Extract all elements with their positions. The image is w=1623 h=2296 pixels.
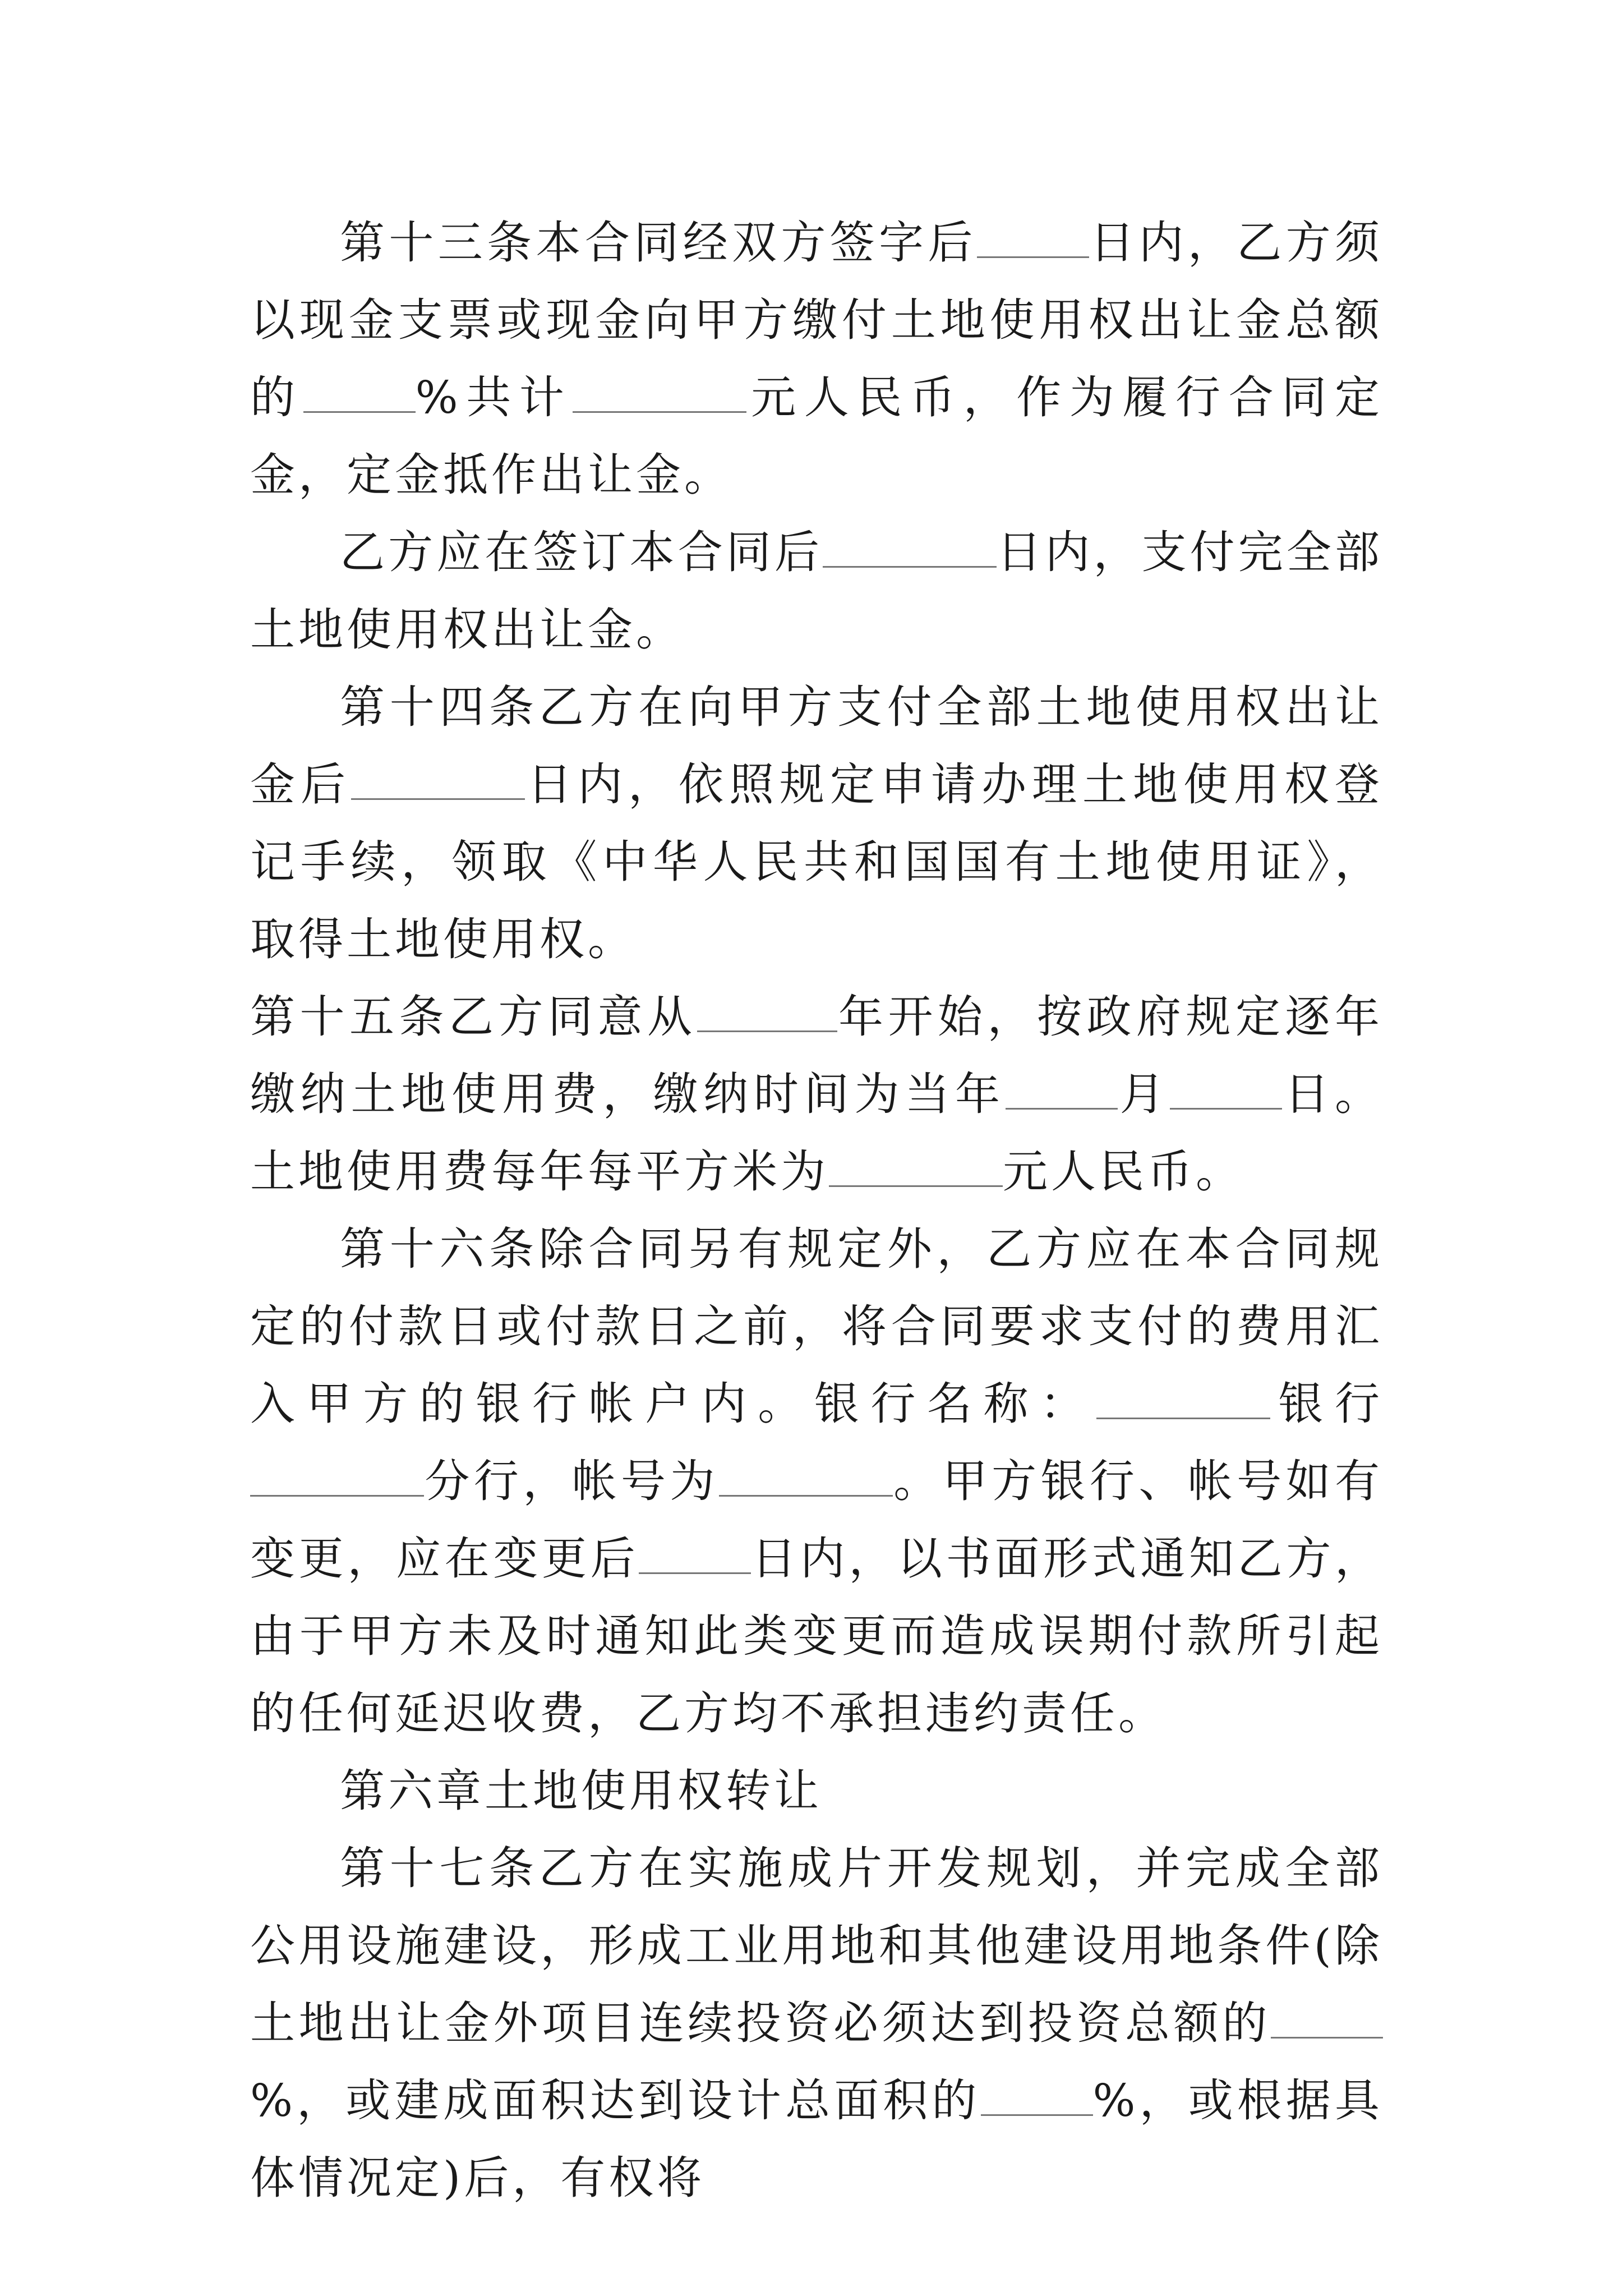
blank-field[interactable] bbox=[250, 1460, 424, 1497]
blank-field[interactable] bbox=[977, 222, 1089, 258]
blank-field[interactable] bbox=[697, 996, 837, 1032]
text-run: %共计 bbox=[415, 371, 573, 424]
text-run: 日内，以书面形式通知乙方，由于甲方未及时通知此类变更而造成误期付款所引起的任何延迟收费，乙方均不承担违约责任。 bbox=[250, 1533, 1384, 1740]
payment-deadline-paragraph bbox=[250, 514, 1383, 669]
text-run: 第十三条本合同经双方签字后 bbox=[340, 217, 977, 269]
article-13-paragraph bbox=[250, 204, 1383, 514]
text-run: 日内，乙方须以现金支票或现金向甲方缴付土地使用权出让金总额的 bbox=[250, 217, 1384, 424]
blank-field[interactable] bbox=[1006, 1073, 1118, 1110]
text-run: 银行 bbox=[1270, 1378, 1384, 1430]
text-run: 日。土地使用费每年每平方米为 bbox=[250, 1068, 1384, 1198]
blank-field[interactable] bbox=[573, 376, 746, 413]
blank-field[interactable] bbox=[981, 2079, 1093, 2116]
article-16-paragraph bbox=[250, 1211, 1383, 1752]
text-run: 元人民币。 bbox=[1003, 1145, 1244, 1198]
blank-field[interactable] bbox=[719, 1460, 893, 1497]
contract-text bbox=[250, 204, 1383, 2217]
blank-field[interactable] bbox=[1096, 1383, 1270, 1419]
chapter-heading: 第六章土地使用权转让 bbox=[340, 1765, 822, 1817]
blank-field[interactable] bbox=[829, 1151, 1003, 1187]
blank-field[interactable] bbox=[639, 1538, 751, 1574]
text-run: 第十五条乙方同意从 bbox=[250, 991, 697, 1043]
text-run: %，或建成面积达到设计总面积的 bbox=[250, 2074, 981, 2127]
text-run: 第十七条乙方在实施成片开发规划，并完成全部公用设施建设，形成工业用地和其他建设用地条件(除土地出让金外项目连续投资必须达到投资总额的 bbox=[250, 1842, 1383, 2049]
text-run: 分行，帐号为 bbox=[424, 1455, 719, 1507]
blank-field[interactable] bbox=[351, 763, 525, 800]
blank-field[interactable] bbox=[1271, 2002, 1383, 2039]
text-run: 日内，依照规定申请办理土地使用权登记手续，领取《中华人民共和国国有土地使用证》，取得土地使用权。 bbox=[250, 758, 1383, 965]
text-run: 乙方应在签订本合同后 bbox=[340, 526, 823, 578]
text-run: 元人民币，作为履行合同定金，定金抵作出让金。 bbox=[250, 371, 1384, 501]
text-run: 日内，支付完全部土地使用权出让金。 bbox=[250, 526, 1384, 656]
text-run: 月 bbox=[1117, 1068, 1170, 1120]
text-run: 。甲方银行、帐号如有变更，应在变更后 bbox=[250, 1455, 1384, 1585]
article-17-paragraph bbox=[250, 1830, 1383, 2217]
text-run: 第十四条乙方在向甲方支付全部土地使用权出让金后 bbox=[250, 681, 1383, 811]
text-run: 年开始，按政府规定逐年缴纳土地使用费，缴纳时间为当年 bbox=[250, 991, 1383, 1120]
blank-field[interactable] bbox=[823, 531, 997, 568]
text-run: 第十六条除合同另有规定外，乙方应在本合同规定的付款日或付款日之前，将合同要求支付的费用汇入甲方的银行帐户内。银行名称： bbox=[250, 1223, 1383, 1430]
article-14-paragraph bbox=[250, 669, 1383, 978]
text-run: %，或根据具体情况定)后，有权将 bbox=[250, 2074, 1384, 2204]
blank-field[interactable] bbox=[1170, 1073, 1282, 1110]
article-15-paragraph bbox=[250, 978, 1383, 1211]
blank-field[interactable] bbox=[303, 376, 416, 413]
